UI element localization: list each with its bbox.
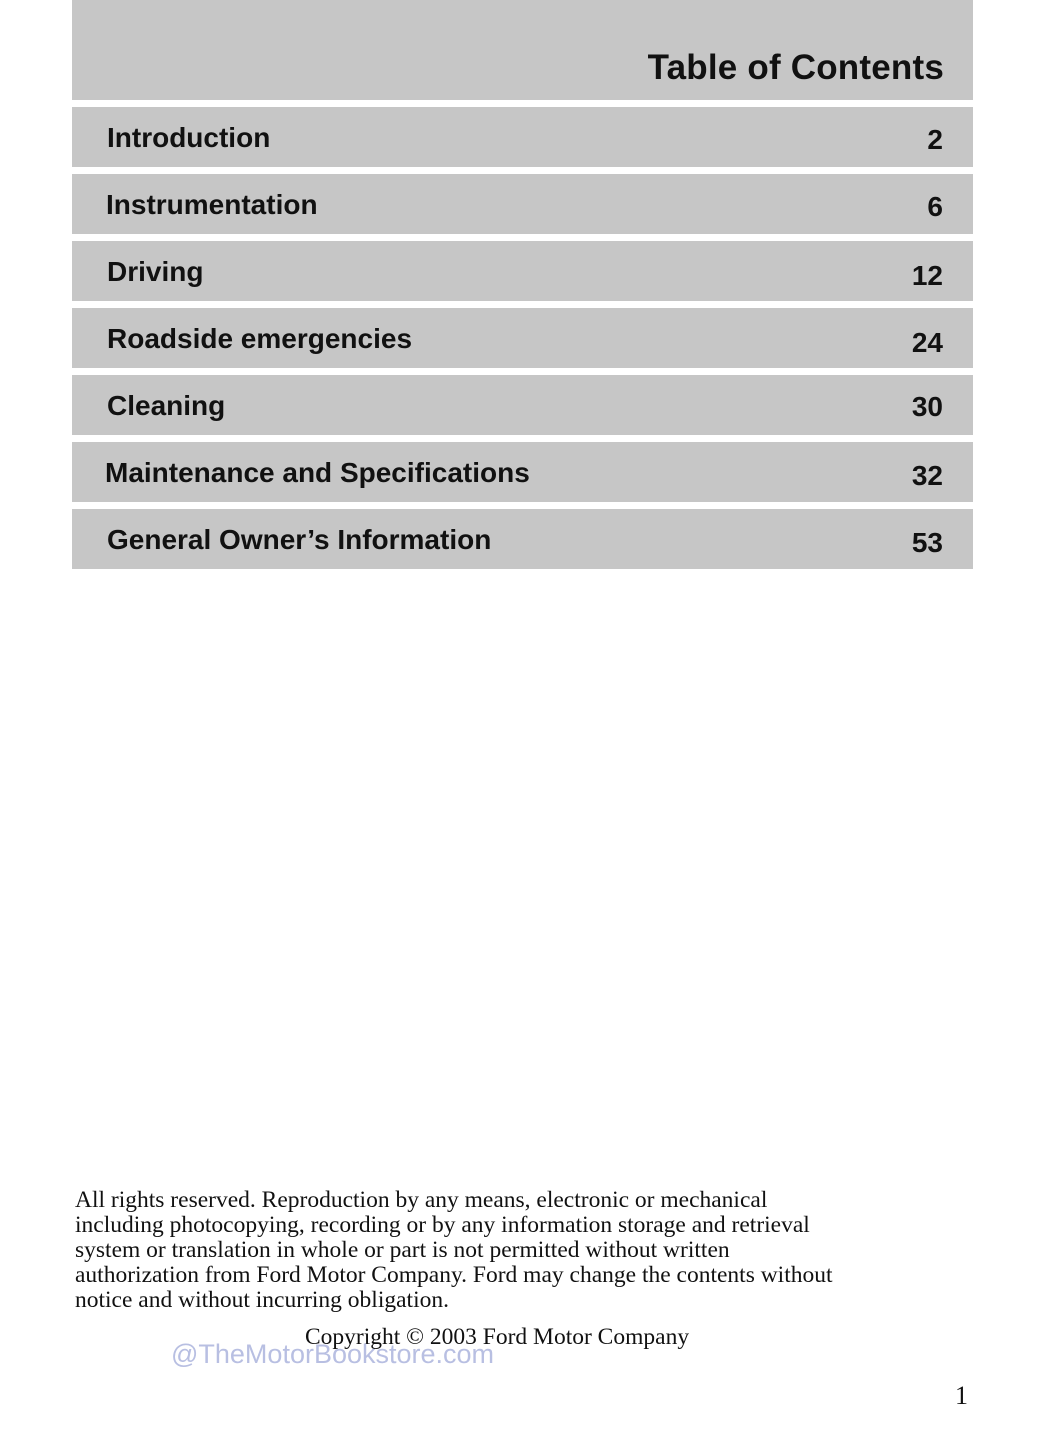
- toc-entry-page: 24: [911, 327, 943, 358]
- toc-entry-driving[interactable]: [72, 241, 973, 301]
- rights-line: All rights reserved. Reproduction by any means, electronic or mechanical: [75, 1187, 768, 1213]
- page-title: Table of Contents: [647, 48, 944, 87]
- toc-entry-roadside-emergencies[interactable]: [72, 308, 973, 368]
- toc-entry-label: Introduction: [107, 122, 271, 153]
- toc-entry-label: Driving: [107, 256, 204, 287]
- rights-line: notice and without incurring obligation.: [75, 1287, 449, 1313]
- rights-line: authorization from Ford Motor Company. Ford may change the contents without: [75, 1262, 833, 1288]
- toc-entry-general-owners-information[interactable]: [72, 509, 973, 569]
- toc-list: [72, 107, 973, 576]
- toc-header-band: [72, 0, 973, 100]
- toc-entry-page: 6: [927, 191, 943, 222]
- toc-entry-introduction[interactable]: [72, 107, 973, 167]
- toc-entry-label: Cleaning: [107, 390, 226, 421]
- toc-entry-label: General Owner’s Information: [107, 524, 492, 555]
- toc-entry-page: 32: [911, 460, 943, 491]
- rights-reserved-notice: [75, 1188, 975, 1313]
- rights-line: system or translation in whole or part is not permitted without written: [75, 1237, 730, 1263]
- toc-entry-page: 53: [911, 527, 943, 558]
- toc-entry-instrumentation[interactable]: [72, 174, 973, 234]
- toc-entry-label: Instrumentation: [106, 189, 318, 220]
- toc-entry-page: 30: [911, 391, 943, 422]
- toc-entry-label: Maintenance and Specifications: [105, 457, 530, 488]
- toc-entry-page: 12: [911, 260, 943, 291]
- toc-entry-cleaning[interactable]: [72, 375, 973, 435]
- rights-line: including photocopying, recording or by any information storage and retrieval: [75, 1212, 810, 1238]
- toc-entry-label: Roadside emergencies: [107, 323, 413, 354]
- toc-entry-maintenance-and-specifications[interactable]: [72, 442, 973, 502]
- page-number: 1: [955, 1381, 968, 1410]
- toc-entry-page: 2: [927, 124, 943, 155]
- copyright-line: Copyright © 2003 Ford Motor Company: [305, 1324, 690, 1350]
- watermark: @TheMotorBookstore.com: [171, 1339, 495, 1369]
